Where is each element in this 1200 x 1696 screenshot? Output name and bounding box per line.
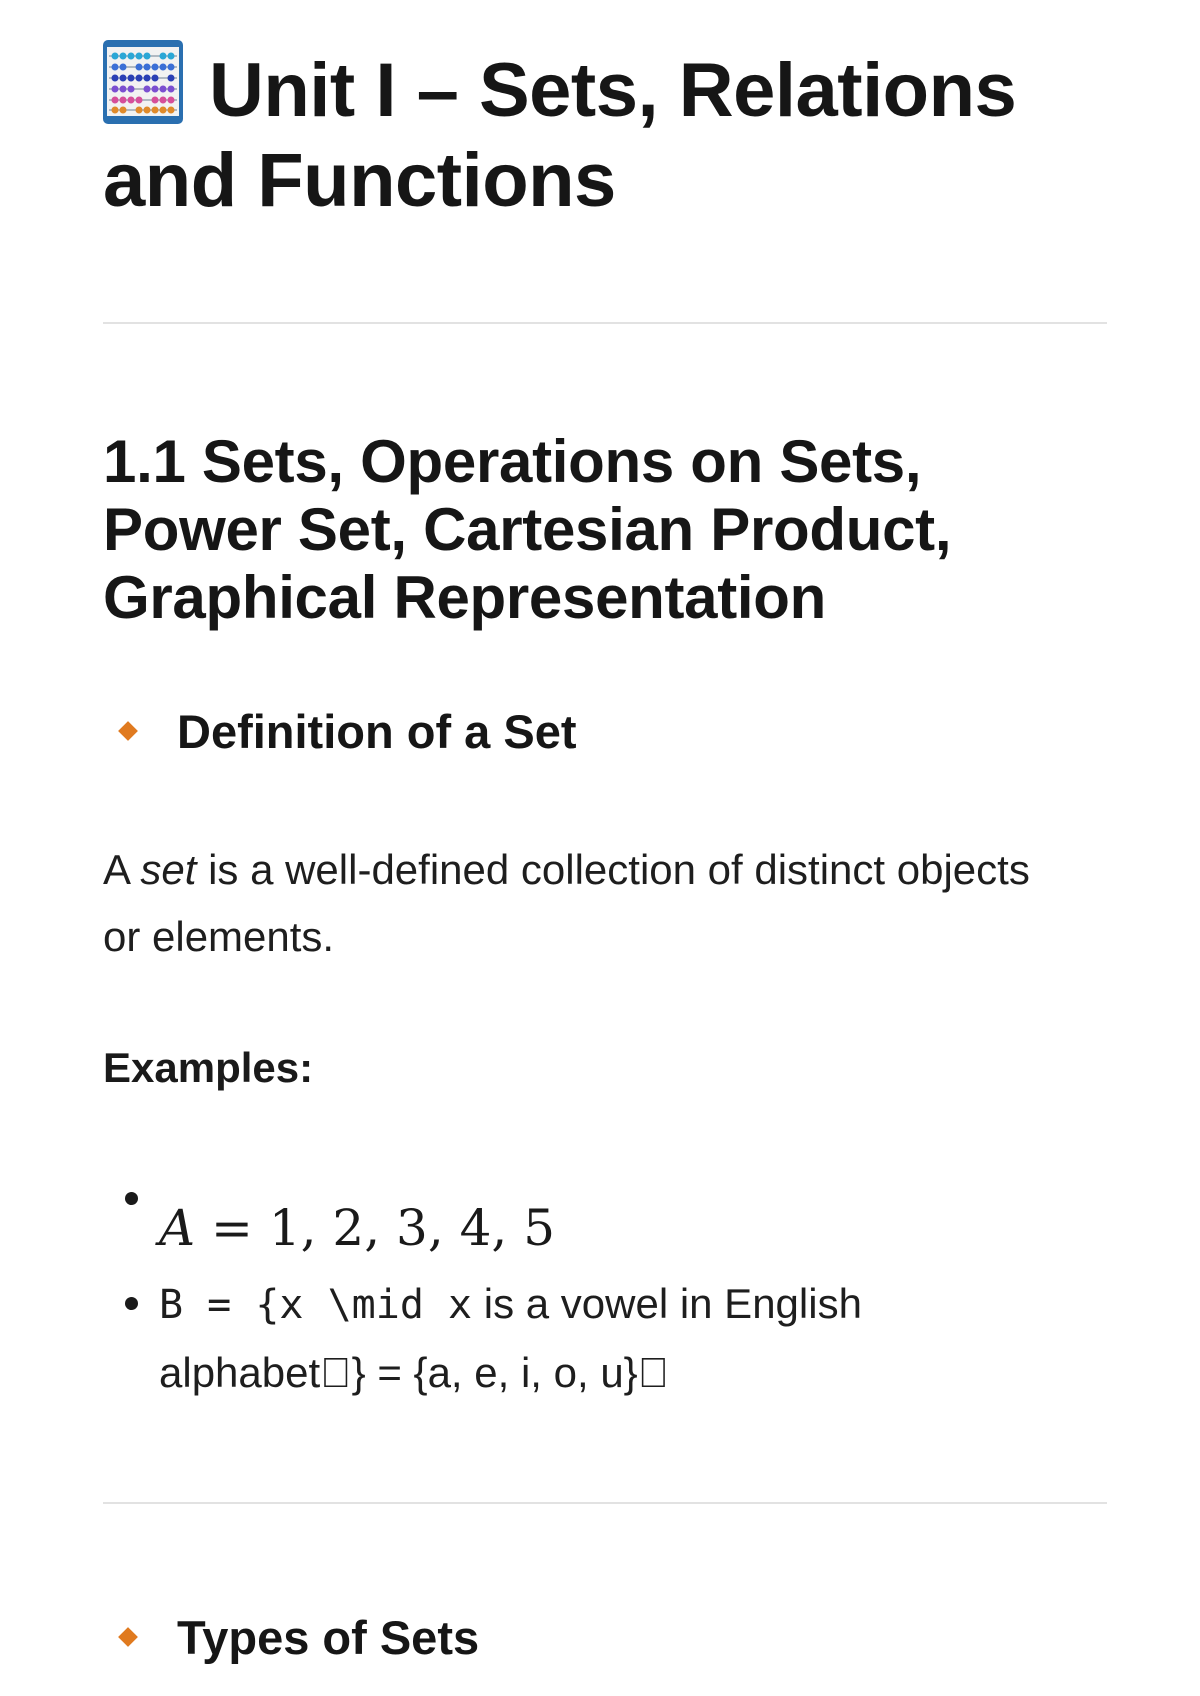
abacus-icon (103, 40, 183, 124)
divider (103, 1502, 1107, 1504)
definition-term: set (140, 846, 197, 893)
types-heading (121, 1610, 479, 1666)
bullet-icon (125, 1297, 138, 1310)
example-set-b (159, 1270, 1059, 1406)
diamond-bullet-icon (118, 721, 138, 741)
example-set-b-text: is a vowel in English alphabet } = {a, e, i, o, u}  (159, 1280, 862, 1396)
math-rhs: 1, 2, 3, 4, 5 (268, 1199, 556, 1257)
definition-heading (121, 704, 577, 760)
page-title-line1: Unit I – Sets, Relations (209, 48, 1017, 133)
page-title (103, 40, 1107, 226)
examples-label: Examples: (103, 1044, 314, 1091)
definition-text-before: A (103, 846, 141, 893)
example-math-a (159, 1198, 555, 1258)
divider (103, 322, 1107, 324)
math-eq: = (211, 1199, 253, 1257)
math-lhs: A (159, 1199, 196, 1257)
page-title-line2: and Functions (103, 138, 616, 223)
bullet-icon (125, 1192, 138, 1205)
types-heading-text: Types of Sets (177, 1611, 480, 1664)
definition-text-after: is a well-defined collection of distinct objects or elements. (103, 846, 1030, 960)
diamond-bullet-icon (118, 1627, 138, 1647)
section-heading: 1.1 Sets, Operations on Sets, Power Set, Cartesian Product, Graphical Representation (103, 428, 952, 631)
example-set-b-code: B = {x \mid x (159, 1282, 473, 1328)
definition-heading-text: Definition of a Set (177, 705, 577, 758)
definition-paragraph (103, 836, 1063, 970)
